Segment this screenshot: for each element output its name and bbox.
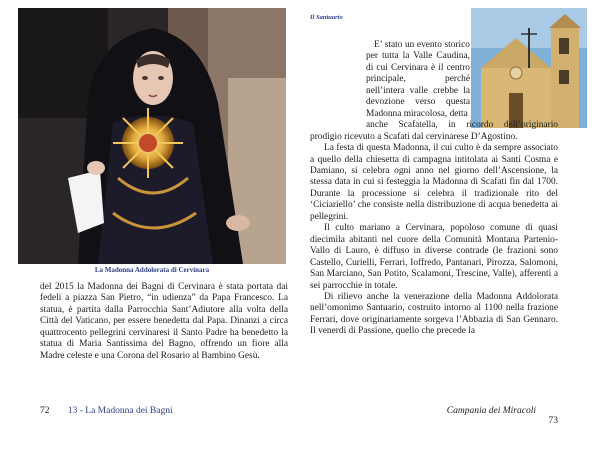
page-number-right: 73	[548, 416, 558, 426]
right-body-text	[310, 40, 558, 338]
paragraph-3: Il culto mariano a Cervinara, popoloso comune di quasi diecimila abitanti nel cuore della Comunità Montana Partenio-Vallo di Lauro, è diffuso in diverse contrade (le frazioni sono Castello, Curielli, Ferrari, Ioffredo, Pantanari, Pirozza, Salomoni, San Marciano, San Potito, Scalamoni, Trescine, Valle), afferenti a sei parrocchie in totale.	[310, 223, 558, 291]
right-footer	[440, 406, 558, 426]
running-title-left: 13 - La Madonna dei Bagni	[67, 406, 173, 416]
madonna-statue-photo	[18, 8, 286, 264]
left-body-text: del 2015 la Madonna dei Bagni di Cervinara è stata portata dai fedeli a piazza San Pietro, “in udienza” da Papa Francesco. La statua, è partita dalla Parrocchia Sant’Adiutore alla volta della Città del Vaticano, per essere benedetta dal Papa. Dinanzi a circa quattrocento pellegrini cervinaresi il Santo Padre ha benedetto la statua di Maria Santissima del Bagno, offrendo un fiore alla Madre celeste e una Corona del Rosario al Bambino Gesù.	[40, 282, 288, 361]
paragraph-1a: E’ stato un evento storico per tutta la Valle Caudina, di cui Cervinara è il centro principale, perché nell’intera valle crebbe la devozione verso questa Madonna miracolosa, detta	[366, 40, 470, 119]
paragraph-2: La festa di questa Madonna, il cui culto è da sempre associato a quello della chiesetta di campagna intitolata ai Santi Cosma e Damiano, si celebra ogni anno nel giorno dell’Ascensione, la stessa data in cui si festeggia la Madonna di Scafati fin dal 1700. Durante la processione si celebra il tradizionale rito del ‘Ciciariello’ che consiste nella distribuzione di acqua benedetta ai pellegrini.	[310, 143, 558, 222]
running-title-right: Campania dei Miracoli	[446, 406, 536, 416]
left-footer	[40, 406, 288, 416]
section-header: Il Santuario	[310, 14, 343, 21]
paragraph-1b: anche Scafatella, in ricordo dell’originario prodigio ricevuto a Scafati dal cervinarese D’Agostino.	[310, 120, 558, 142]
paragraph-4: Di rilievo anche la venerazione della Madonna Addolorata nell’omonimo Santuario, costruito intorno al 1100 nella frazione Ferrari, dove originariamente sorgeva l’Abbazia di San Gennaro. Il venerdì di Passione, quello che precede la	[310, 291, 558, 337]
page-number-left: 72	[40, 406, 50, 416]
photo-caption: La Madonna Addolorata di Cervinara	[94, 266, 210, 274]
